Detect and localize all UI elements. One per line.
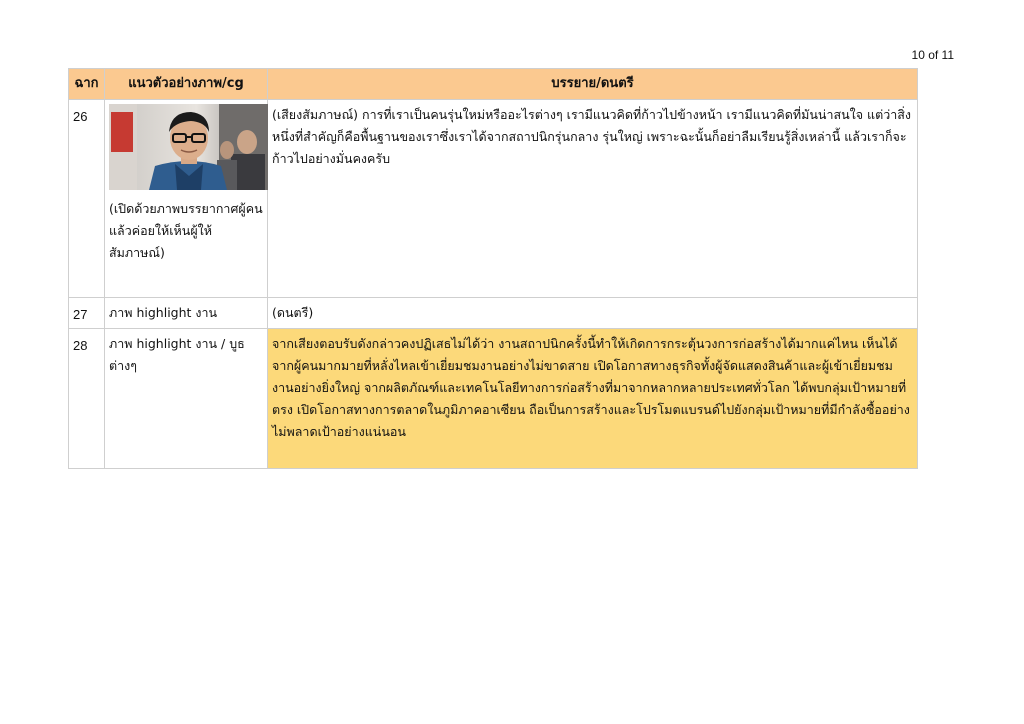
header-visual: แนวตัวอย่างภาพ/cg <box>105 69 268 100</box>
header-narration: บรรยาย/ดนตรี <box>268 69 918 100</box>
visual-cell <box>105 100 268 298</box>
scene-number: 26 <box>69 100 105 298</box>
scene-number: 28 <box>69 329 105 469</box>
page-number: 10 of 11 <box>911 48 954 62</box>
narration-cell-highlighted: จากเสียงตอบรับดังกล่าวคงปฏิเสธไม่ได้ว่า งานสถาปนิกครั้งนี้ทำให้เกิดการกระตุ้นวงการก่อสร้างได้มากแค่ไหน เห็นได้จากผู้คนมากมายที่หลั่งไหลเข้าเยี่ยมชมงานอย่างไม่ขาดสาย เปิดโอกาสทางธุรกิจทั้งผู้จัดแสดงสินค้าและผู้เข้าเยี่ยมชมงานอย่างยิ่งใหญ่ จากผลิตภัณฑ์และเทคโนโลยีทางการก่อสร้างที่มาจากหลากหลายประเทศทั่วโลก ได้พบกลุ่มเป้าหมายที่ตรง เปิดโอกาสทางการตลาดในภูมิภาคอาเซียน ถือเป็นการสร้างและโปรโมตแบรนด์ไปยังกลุ่มเป้าหมายที่มีกำลังซื้ออย่างไม่พลาดเป้าอย่างแน่นอน <box>268 329 918 469</box>
header-scene: ฉาก <box>69 69 105 100</box>
table-row <box>69 329 918 469</box>
table-row <box>69 100 918 298</box>
table-header-row <box>69 69 918 100</box>
narration-cell: (ดนตรี) <box>268 298 918 329</box>
interview-photo <box>109 104 268 190</box>
table-row <box>69 298 918 329</box>
script-table <box>68 68 918 469</box>
visual-description: ภาพ highlight งาน <box>105 298 268 329</box>
visual-description: ภาพ highlight งาน / บูธต่างๆ <box>105 329 268 469</box>
visual-description: (เปิดด้วยภาพบรรยากาศผู้คน แล้วค่อยให้เห็นผู้ให้สัมภาษณ์) <box>109 201 263 260</box>
narration-cell: (เสียงสัมภาษณ์) การที่เราเป็นคนรุ่นใหม่หรืออะไรต่างๆ เรามีแนวคิดที่ก้าวไปข้างหน้า เรามีแนวคิดที่มันน่าสนใจ แต่ว่าสิ่งหนึ่งที่สำคัญก็คือพื้นฐานของเราซึ่งเราได้จากสถาปนิกรุ่นกลาง รุ่นใหญ่ เพราะฉะนั้นก็อย่าลืมเรียนรู้สิ่งเหล่านี้ แล้วเราก็จะก้าวไปอย่างมั่นคงครับ <box>268 100 918 298</box>
scene-number: 27 <box>69 298 105 329</box>
